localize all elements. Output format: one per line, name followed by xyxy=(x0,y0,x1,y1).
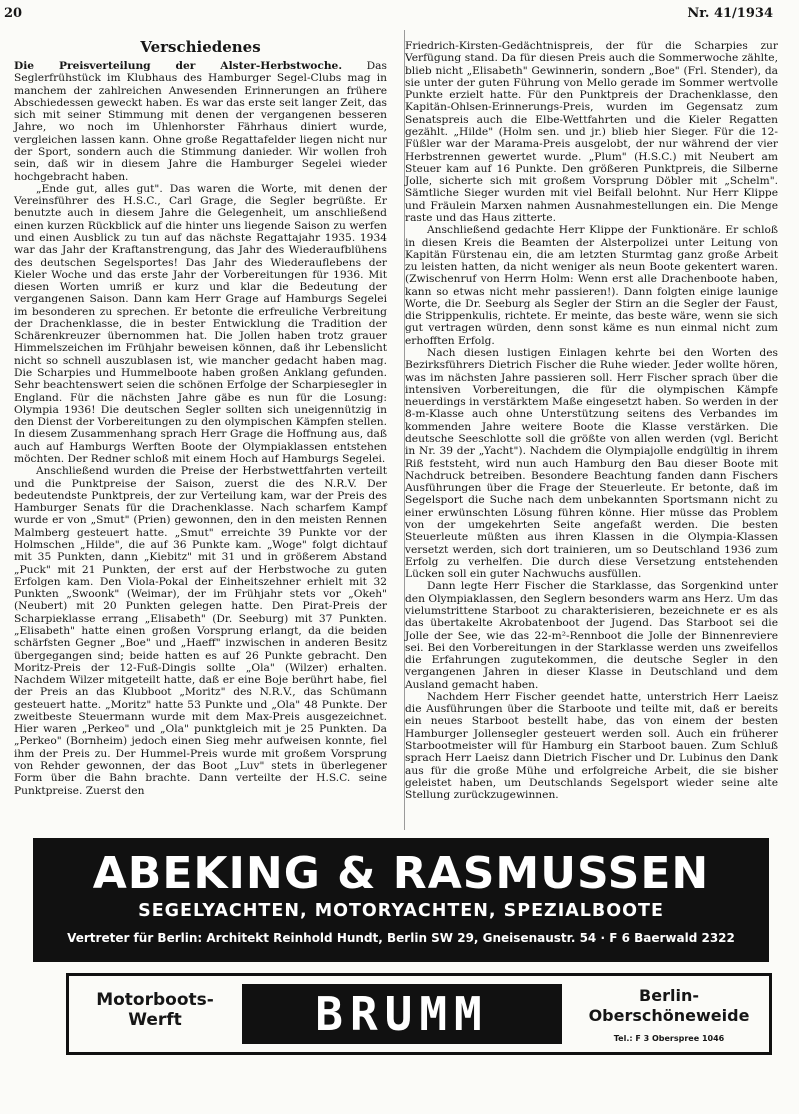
ad-subtitle: SEGELYACHTEN, MOTORYACHTEN, SPEZIALBOOTE xyxy=(138,901,664,921)
paragraph-text: Das Seglerfrühstück im Klubhaus des Hamburger Segel-Clubs mag in manchem der zahlreichen Anwesenden Erinnerungen an frühere Abschiedessen geweckt haben. Es war das erste seit langer Zeit, das sich mit seiner Stimmung mit denen der vergangenen besseren Jahre, wo noch im Uhlenhorster Fährhaus diniert wurde, vergleichen lassen kann. Ohne große Regattafelder liegen nicht nur der Sport, sondern auch die Stimmung danieder. Wir wollen froh sein, daß wir in diesem Jahre die Hamburger Segelei wieder hochgebracht haben. xyxy=(14,59,387,183)
article-paragraph: Friedrich-Kirsten-Gedächtnispreis, der für die Scharpies zur Verfügung stand. Da für diesen Preis auch die Sommerwoche zählte, blieb nicht „Elisabeth" Gewinnerin, sondern „Boe" (Frl. Stender), da sie unter der guten Führung von Mello gerade im Sommer wertvolle Punkte erzielt hatte. Für den Punktpreis der Drachenklasse, den Kapitän-Ohlsen-Erinnerungs-Preis, wurden im Gegensatz zum Senatspreis auch die Elbe-Wettfahrten und die Kieler Regatten gezählt. „Hilde" (Holm sen. und jr.) blieb hier Sieger. Für die 12-Füßler war der Marama-Preis ausgelobt, der nur während der vier Herbstrennen gewertet wurde. „Plum" (H.S.C.) mit Neubert am Steuer kam auf 16 Punkte. Den größeren Punktpreis, die Silberne Jolle, sicherte sich mit großem Vorsprung Döbler mit „Schelm". Sämtliche Sieger wurden mit viel Beifall belohnt. Nur Herr Klippe und Fräulein Marxen nahmen Ausnahmestellungen ein. Die Menge raste und das Haus zitterte. xyxy=(405,39,778,224)
advertisement-brumm xyxy=(66,973,772,1055)
brumm-logo: BRUMM xyxy=(242,984,562,1044)
article-paragraph xyxy=(14,60,387,183)
page-number: 20 xyxy=(4,6,23,21)
article-right-column xyxy=(405,40,778,801)
article-paragraph: „Ende gut, alles gut". Das waren die Worte, mit denen der Vereinsführer des H.S.C., Carl Grage, die Segler begrüßte. Er benutzte auch in diesem Jahre die Gelegenheit, um anschließend einen kurzen Rückblick auf die hinter uns liegende Saison zu werfen und einen Ausblick zu tun auf das nächste Regattajahr 1935. 1934 war das Jahr der Kraftanstrengung, das Jahr des Wiederaufblühens des deutschen Segelsportes! Das Jahr des Wiederauflebens der Kieler Woche und das erste Jahr der Vorbereitungen für 1936. Mit diesen Worten umriß er kurz und klar die Bedeutung der vergangenen Saison. Dann kam Herr Grage auf Hamburgs Segelei im besonderen zu sprechen. Er betonte die erfreuliche Verbreitung der Drachenklasse, die in bester Entwicklung die Tradition der Schärenkreuzer übernommen hat. Die Jollen haben trotz grauer Himmelszeichen im Frühjahr beweisen können, daß ihr Lebenslicht nicht so schnell auszublasen ist, wie mancher gedacht haben mag. Die Scharpies und Hummelboote haben großen Anklang gefunden. Sehr beachtenswert seien die schönen Erfolge der Scharpiesegler in England. Für die nächsten Jahre gäbe es nun für die Losung: Olympia 1936! Die deutschen Segler sollten sich uneigennützig in den Dienst der Vorbereitungen zu den olympischen Kämpfen stellen. In diesem Zusammenhang sprach Herr Grage die Hoffnung aus, daß auch auf Hamburgs Werften Boote der Olympiaklassen entstehen möchten. Der Redner schloß mit einem Hoch auf Hamburgs Segelei. xyxy=(14,181,387,465)
article-left-column xyxy=(14,38,387,797)
article-paragraph: Anschließend gedachte Herr Klippe der Funktionäre. Er schloß in diesen Kreis die Beamten der Alsterpolizei unter Leitung von Kapitän Fürstenau ein, die am letzten Sturmtag ganz große Arbeit zu leisten hatten, da nicht weniger als neun Boote gekentert waren. (Zwischenruf von Herrn Holm: Wenn erst alle Drachenboote haben, kann so etwas nicht mehr passieren!). Dann folgten einige launige Worte, die Dr. Seeburg als Segler der Stirn an die Segler der Faust, die Strippenkulis, richtete. Er meinte, das beste wäre, wenn sie sich gut vertragen würden, denn sonst käme es nun einmal nicht zum erhofften Erfolg. xyxy=(405,223,778,347)
ad-title: ABEKING & RASMUSSEN xyxy=(92,848,710,899)
advertisement-abeking-rasmussen xyxy=(33,838,769,962)
issue-number: Nr. 41/1934 xyxy=(687,6,773,21)
ad-left-text: Motorboots- Werft xyxy=(96,990,214,1030)
ad-right-text: Berlin- Oberschöneweide xyxy=(588,986,750,1025)
ad-telephone: Tel.: F 3 Oberspree 1046 xyxy=(613,1034,725,1043)
article-lead: Die Preisverteilung der Alster-Herbstwoche. xyxy=(14,59,343,72)
article-paragraph: Nach diesen lustigen Einlagen kehrte bei den Worten des Bezirksführers Dietrich Fischer die Ruhe wieder. Jeder wollte hören, was im nächsten Jahre passieren soll. Herr Fischer sprach über die intensiven Vorbereitungen, die für die olympischen Kämpfe neuerdings in verstärktem Maße eingesetzt haben. So werden in der 8-m-Klasse auch ohne Unterstützung seitens des Verbandes im kommenden Jahre weitere Boote die Klasse verstärken. Die deutsche Seeschlotte soll die größte von allen werden (vgl. Bericht in Nr. 39 der „Yacht"). Nachdem die Olympiajolle endgültig in ihrem Riß feststeht, wird nun auch Hamburg den Bau dieser Boote mit Nachdruck betreiben. Besondere Beachtung fanden dann Fischers Ausführungen über die Frage der Steuerleute. Er betonte, daß im Segelsport die Suche nach dem unbekannten Sportsmann nicht zu einer erwünschten Lösung führen könne. Hier müsse das Problem von der umgekehrten Seite angefaßt werden. Die besten Steuerleute müßten aus ihren Klassen in die Olympia-Klassen versetzt werden, sich dort trainieren, um so Deutschland 1936 zum Erfolg zu verhelfen. Die durch diese Versetzung entstehenden Lücken soll ein guter Nachwuchs ausfüllen. xyxy=(405,346,778,581)
article-heading: Verschiedenes xyxy=(140,38,261,56)
article-paragraph: Dann legte Herr Fischer die Starklasse, das Sorgenkind unter den Olympiaklassen, den Seglern besonders warm ans Herz. Um das vielumstrittene Starboot zu charakterisieren, bezeichnete er es als das übertakelte Akrobatenboot der Jugend. Das Starboot sei die Jolle der See, wie das 22-m²-Rennboot die Jolle der Binnenreviere sei. Bei den Vorbereitungen in der Starklasse werden uns zweifellos die Erfahrungen zugutekommen, die deutsche Segler in den vergangenen Jahren in dieser Klasse in Deutschland und dem Ausland gemacht haben. xyxy=(405,579,778,691)
article-paragraph: Nachdem Herr Fischer geendet hatte, unterstrich Herr Laeisz die Ausführungen über die Starboote und teilte mit, daß er bereits ein neues Starboot bestellt habe, das von einem der besten Hamburger Jollensegler gesteuert werden soll. Auch ein früherer Starbootmeister will für Hamburg ein Starboot bauen. Zum Schluß sprach Herr Laeisz dann Dietrich Fischer und Dr. Lubinus den Dank aus für die große Mühe und erfolgreiche Arbeit, die sie bisher geleistet haben, um Deutschlands Segelsport wieder seine alte Stellung zurückzugewinnen. xyxy=(405,689,778,802)
ad-representative: Vertreter für Berlin: Architekt Reinhold Hundt, Berlin SW 29, Gneisenaustr. 54 · F 6 Baerwald 2322 xyxy=(67,931,735,945)
article-paragraph: Anschließend wurden die Preise der Herbstwettfahrten verteilt und die Punktpreise der Saison, zuerst die des N.R.V. Der bedeutendste Punktpreis, der zur Verteilung kam, war der Preis des Hamburger Senats für die Drachenklasse. Nach scharfem Kampf wurde er von „Smut" (Prien) gewonnen, den in den meisten Rennen Malmberg gesteuert hatte. „Smut" erreichte 39 Punkte vor der Holmschen „Hilde", die auf 36 Punkte kam. „Woge" folgt dichtauf mit 35 Punkten, dann „Kiebitz" mit 31 und in größerem Abstand „Puck" mit 21 Punkten, der erst auf der Herbstwoche zu guten Erfolgen kam. Den Viola-Pokal der Einheitszehner erhielt mit 32 Punkten „Swoonk" (Weimar), der im Frühjahr stets vor „Okeh" (Neubert) mit 20 Punkten gelegen hatte. Den Pirat-Preis der Scharpieklasse errang „Elisabeth" (Dr. Seeburg) mit 37 Punkten. „Elisabeth" hatte einen großen Vorsprung erlangt, da die beiden schärfsten Gegner „Boe" und „Haeff" inzwischen in anderen Besitz übergegangen sind; beide hatten es auf 26 Punkte gebracht. Den Moritz-Preis der 12-Fuß-Dingis sollte „Ola" (Wilzer) erhalten. Nachdem Wilzer mitgeteilt hatte, daß er eine Boje berührt habe, fiel der Preis an das Klubboot „Moritz" des N.R.V., das Schümann gesteuert hatte. „Moritz" hatte 53 Punkte und „Ola" 48 Punkte. Der zweitbeste Steuermann wurde mit dem Max-Preis ausgezeichnet. Hier waren „Perkeo" und „Ola" punktgleich mit je 25 Punkten. Da „Perkeo" (Bornheim) jedoch einen Sieg mehr aufweisen konnte, fiel ihm der Preis zu. Der Hummel-Preis wurde mit großem Vorsprung von Rehder gewonnen, der das Boot „Luv" stets in überlegener Form über die Bahn brachte. Dann verteilte der H.S.C. seine Punktpreise. Zuerst den xyxy=(14,464,387,797)
